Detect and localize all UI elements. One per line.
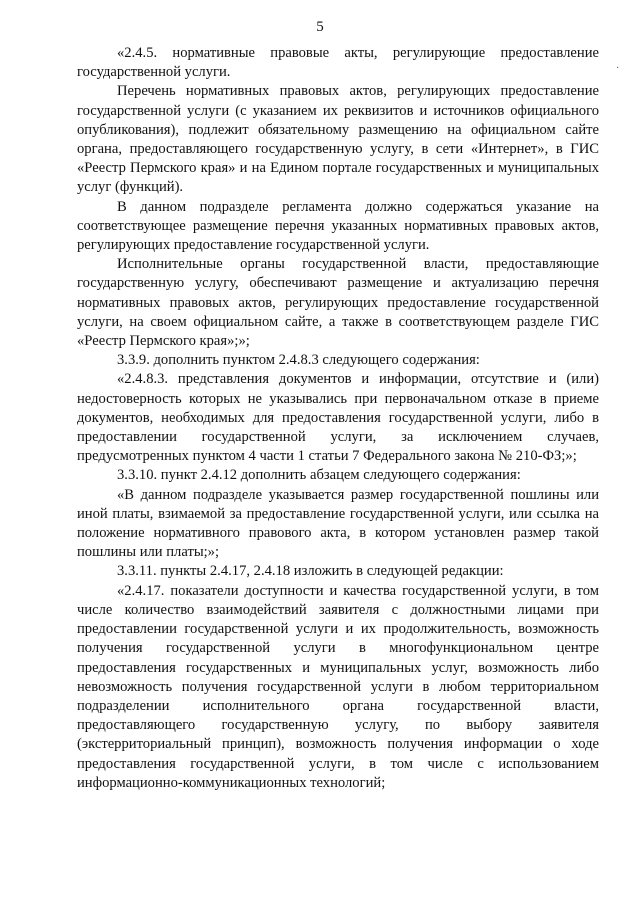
paragraph-fee-note: «В данном подразделе указывается размер государственной пошлины или иной платы, взимаемой за предоставление государственной услуги, или ссылка на положение нормативного правового акта, в котором установлен размер такой пошлины или платы;»; xyxy=(77,486,599,561)
paragraph-2-4-8-3: «2.4.8.3. представления документов и информации, отсутствие и (или) недостоверность которых не указывались при первоначальном отказе в приеме документов, необходимых для предоставления государственной услуги, либо в предоставлении государственной услуги, за исключением случаев, предусмотренных пунктом 4 части 1 статьи 7 Федерального закона № 210-ФЗ;»; xyxy=(77,371,599,465)
paragraph-3-3-10: 3.3.10. пункт 2.4.12 дополнить абзацем следующего содержания: xyxy=(117,467,521,484)
paragraph-3-3-9: 3.3.9. дополнить пунктом 2.4.8.3 следующего содержания: xyxy=(117,352,480,369)
paragraph-2-4-5: «2.4.5. нормативные правовые акты, регулирующие предоставление государственной услуги. xyxy=(77,45,599,81)
paragraph-2-4-17: «2.4.17. показатели доступности и качества государственной услуги, в том числе количество взаимодействий заявителя с должностными лицами при предоставлении государственной услуги и их продолжительность, возможность получения государственной услуги в многофункциональном центре предоставления государственных и муниципальных услуг, возможность либо невозможность получения государственной услуги в любом территориальном подразделении исполнительного органа государственной власти, предоставляющего государственную услугу, по выбору заявителя (экстерриториальный принцип), возможность получения информации о ходе предоставления государственной услуги, в том числе с использованием информационно-коммуникационных технологий; xyxy=(77,582,599,791)
document-body xyxy=(77,44,599,793)
paragraph-subsection-note: В данном подразделе регламента должно содержаться указание на соответствующее размещение перечня указанных нормативных правовых актов, регулирующих предоставление государственной услуги. xyxy=(77,198,599,254)
margin-mark: · xyxy=(616,63,620,74)
paragraph-npa-list: Перечень нормативных правовых актов, регулирующих предоставление государственной услуги (с указанием их реквизитов и источников официального опубликования), подлежит обязательному размещению на официальном сайте органа, предоставляющего государственную услугу, в сети «Интернет», в ГИС «Реестр Пермского края» и на Едином портале государственных и муниципальных услуг (функций). xyxy=(77,83,599,196)
page-number: 5 xyxy=(316,19,324,35)
paragraph-executive-bodies: Исполнительные органы государственной власти, предоставляющие государственную услугу, обеспечивают размещение и актуализацию перечня нормативных правовых актов, регулирующих предоставление государственной услуги, на своем официальном сайте, а также в соответствующем разделе ГИС «Реестр Пермского края»;»; xyxy=(77,256,599,350)
paragraph-3-3-11: 3.3.11. пункты 2.4.17, 2.4.18 изложить в следующей редакции: xyxy=(117,563,504,580)
